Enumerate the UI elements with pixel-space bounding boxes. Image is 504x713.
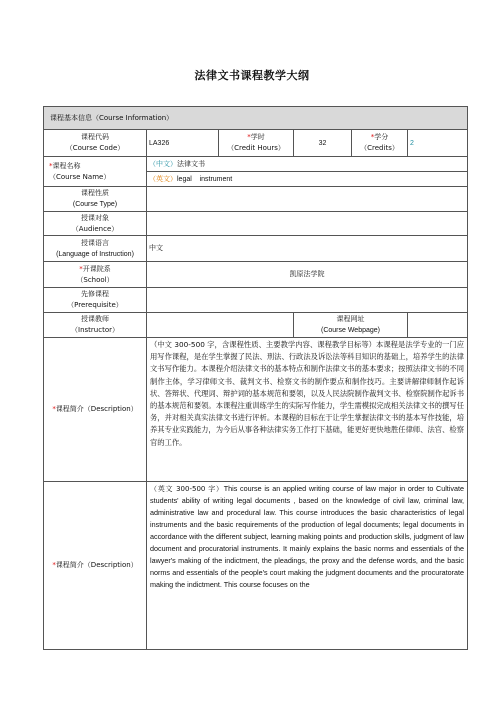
course-webpage-label: 课程网址 (Course Webpage) bbox=[294, 313, 408, 338]
row-course-code bbox=[44, 130, 468, 157]
course-name-en: （英文）legal instrument bbox=[147, 172, 468, 187]
row-school bbox=[44, 262, 468, 288]
audience-label: 授课对象 （Audience） bbox=[44, 212, 147, 236]
course-type-label: 课程性质 (Course Type) bbox=[44, 187, 147, 212]
description-zh-label: *课程简介（Description） bbox=[44, 338, 147, 482]
school-value: 凯原法学院 bbox=[147, 262, 468, 288]
credit-hours-value: 32 bbox=[294, 130, 352, 157]
audience-value bbox=[147, 212, 468, 236]
section-header-row bbox=[44, 107, 468, 130]
row-audience bbox=[44, 212, 468, 236]
description-en-label: *课程简介（Description） bbox=[44, 482, 147, 650]
description-en-text: （英文 300-500 字）This course is an applied writing course of law major in order to Cultivate students' ability of writing legal documents , based on the knowledge of civil law, criminal law, administrative law and procedural law. This course introduces the basic characteristics of legal instruments and the basic requirements of the production of legal documents; legal documents in accordance with the different subject, learning making points and production skills, judgment of law document and procuratorial instruments. It mainly explains the basic norms and essentials of the lawyer's making of the indictment, the pleadings, the proxy and the defense words, and the basic norms and essentials of the people's court making the judgment documents and the procuratorate making the indictment. This course focuses on the bbox=[147, 482, 468, 650]
row-description-en bbox=[44, 482, 468, 650]
language-value: 中文 bbox=[147, 236, 468, 262]
instructor-label: 授课教师 （Instructor） bbox=[44, 313, 147, 338]
course-webpage-value bbox=[408, 313, 468, 338]
row-instructor bbox=[44, 313, 468, 338]
school-label: *开课院系 （School） bbox=[44, 262, 147, 288]
instructor-value bbox=[147, 313, 294, 338]
row-language bbox=[44, 236, 468, 262]
row-course-name-zh bbox=[44, 157, 468, 172]
course-name-label: *课程名称 （Course Name） bbox=[44, 157, 147, 187]
credit-hours-label: *学时 （Credit Hours） bbox=[219, 130, 294, 157]
credits-label: *学分 （Credits） bbox=[352, 130, 408, 157]
prerequisite-label: 先修课程 （Prerequisite） bbox=[44, 288, 147, 313]
description-zh-text: （中文 300-500 字，含课程性质、主要教学内容、课程教学目标等）本课程是法学专业的一门应用写作课程，是在学生掌握了民法、刑法、行政法及诉讼法等科目知识的基础上，培养学生的法律文书写作能力。本课程介绍法律文书的基本特点和制作法律文书的基本要求；按照法律文书的不同制作主体，学习律师文书、裁判文书、检察文书的制作要点和制作技巧。主要讲解律师制作起诉状、答辩状、代理词、辩护词的基本规范和要领，以及人民法院制作裁判文书、检察院制作起诉书的基本规范和要领。本课程注重训练学生的实际写作能力，学生需模拟完成相关法律文书的撰写任务，并对相关真实法律文书进行评析。本课程的目标在于让学生掌握法律文书的基本写作技能，培养其专业实践能力，为今后从事各种法律实务工作打下基础，能更好更快地胜任律师、法官、检察官的工作。 bbox=[147, 338, 468, 482]
course-code-label: 课程代码 （Course Code） bbox=[44, 130, 147, 157]
course-code-value: LA326 bbox=[147, 130, 219, 157]
row-prerequisite bbox=[44, 288, 468, 313]
course-type-value bbox=[147, 187, 468, 212]
credits-value: 2 bbox=[408, 130, 468, 157]
language-label: 授课语言 (Language of Instruction) bbox=[44, 236, 147, 262]
page-title: 法律文书课程教学大纲 bbox=[194, 69, 310, 82]
row-description-zh bbox=[44, 338, 468, 482]
course-info-table bbox=[43, 106, 468, 650]
section-header: 课程基本信息（Course Information） bbox=[44, 107, 468, 130]
row-course-type bbox=[44, 187, 468, 212]
course-name-zh: （中文）法律文书 bbox=[147, 157, 468, 172]
prerequisite-value bbox=[147, 288, 468, 313]
